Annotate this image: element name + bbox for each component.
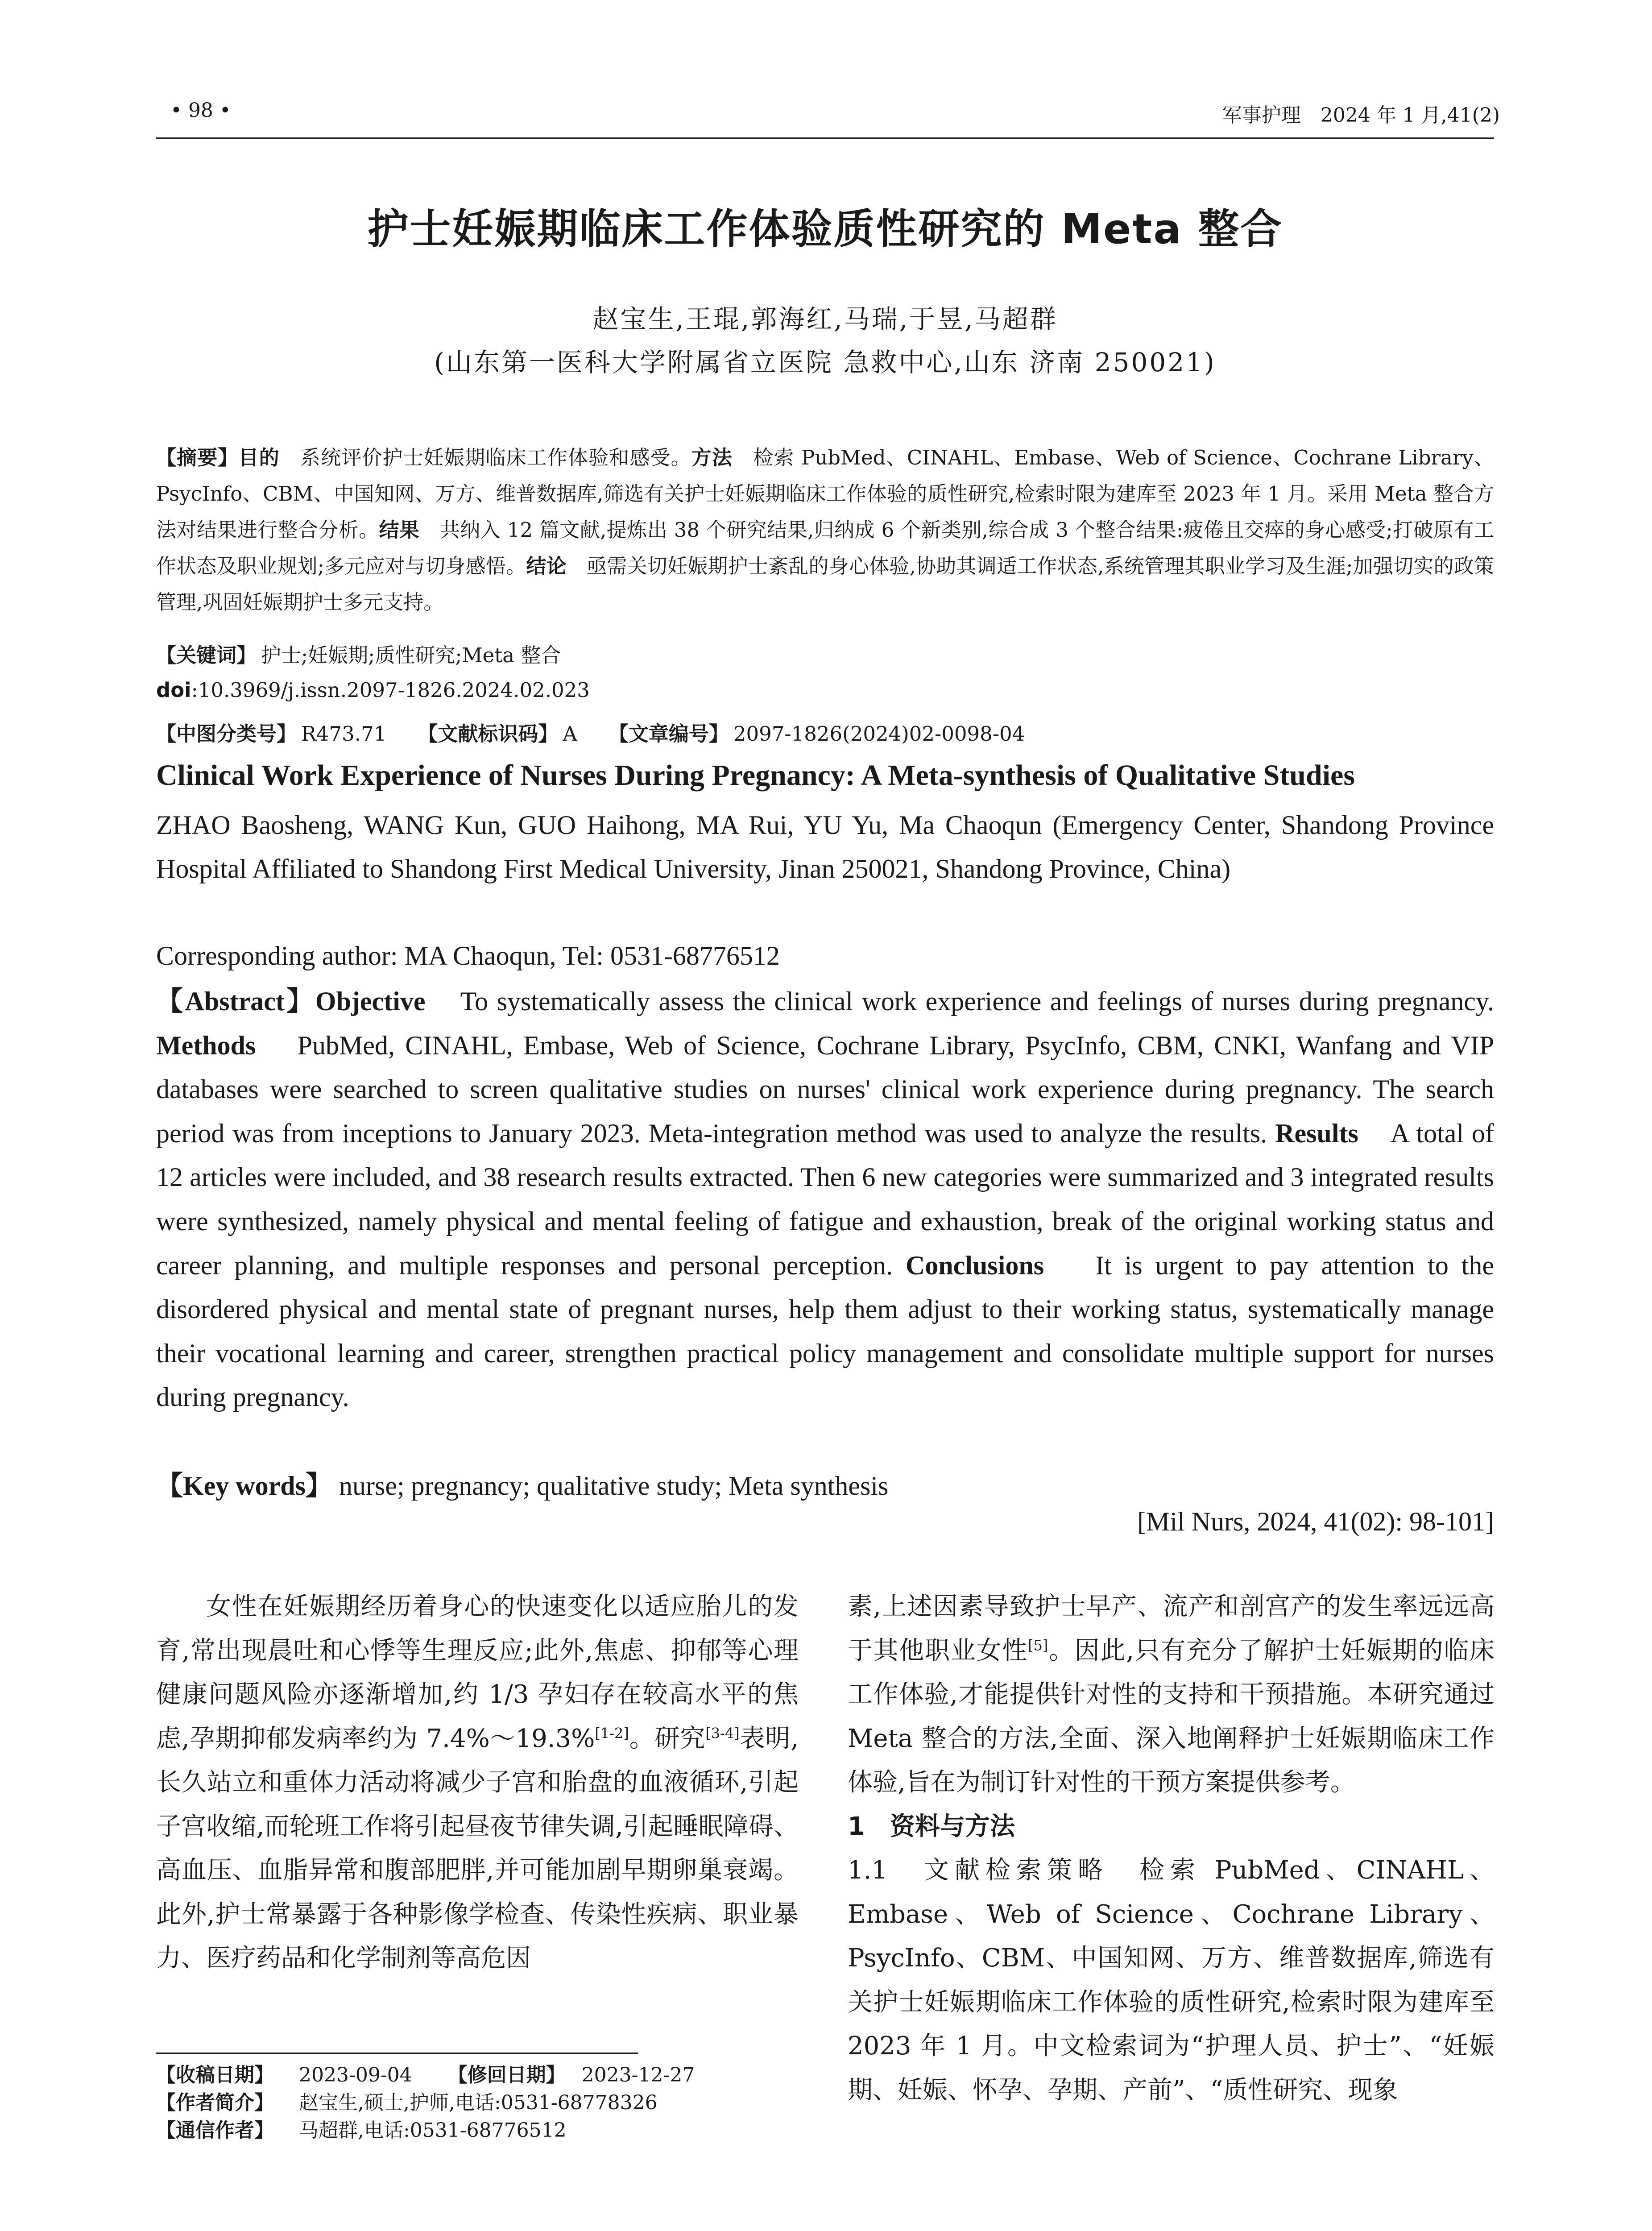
footnote-corresponding: 【通信作者】 马超群,电话:0531-68776512: [156, 2119, 567, 2142]
conclusion-text: 亟需关切妊娠期护士紊乱的身心体验,协助其调适工作状态,系统管理其职业学习及生涯;加强切实的政策管理,巩固妊娠期护士多元支持。: [156, 554, 1494, 614]
article-number-label: 【文章编号】: [608, 722, 729, 746]
section-heading-1: 1 资料与方法: [848, 1812, 1015, 1841]
methods-text: 检索 PubMed、CINAHL、Embase、Web of Science、Cochrane Library、PsycInfo、CBM、中国知网、万方、维普数据库,筛选有关护士妊娠期临床工作体验的质性研究,检索时限为建库至 2023 年 1 月。采用 Meta 整合方法对结果进行整合分析。: [156, 446, 1494, 542]
abstract-label: 【摘要】: [156, 446, 239, 469]
english-authors: ZHAO Baosheng, WANG Kun, GUO Haihong, MA Rui, YU Yu, Ma Chaoqun (Emergency Center, Shandong Province Hospital Affiliated to Shandong First Medical University, Jinan 250021, Shandong Province, China): [156, 810, 1494, 883]
objective-tag: 目的: [238, 446, 280, 469]
doi-label: doi: [156, 678, 191, 702]
page-number: • 98 •: [170, 99, 231, 122]
ref-1-2: [1-2]: [595, 1724, 629, 1742]
results-text: 共纳入 12 篇文献,提炼出 38 个研究结果,归纳成 6 个新类别,综合成 3 个整合结果:疲倦且交瘁的身心感受;打破原有工作状态及职业规划;多元应对与切身感悟。: [156, 518, 1494, 578]
article-title: 护士妊娠期临床工作体验质性研究的 Meta 整合: [367, 205, 1283, 253]
footnote-dates: 【收稿日期】 2023-09-04 【修回日期】 2023-12-27: [156, 2064, 695, 2086]
footnote: [156, 2061, 695, 2144]
keywords-value: 护士;妊娠期;质性研究;Meta 整合: [261, 643, 561, 667]
clc-value: R473.71: [301, 722, 387, 746]
doi-value: :10.3969/j.issn.2097-1826.2024.02.023: [191, 678, 590, 702]
affiliation: (山东第一医科大学附属省立医院 急救中心,山东 济南 250021): [434, 347, 1216, 377]
footnote-rule: [156, 2053, 638, 2054]
english-keywords: [156, 1464, 888, 1503]
subsection-1-1: 1.1 文献检索策略 检索 PubMed、CINAHL、Embase、Web of Science、Cochrane Library、PsycInfo、CBM、中国知网、万方、维普数据库,筛选有关护士妊娠期临床工作体验的质性研究,检索时限为建库至 2023 年 1 月。中文检索词为“护理人员、护士”、“妊娠期、妊娠、怀孕、孕期、产前”、“质性研究、现象: [848, 1856, 1495, 2105]
english-abstract: [156, 979, 1494, 1419]
header-rule: [156, 137, 1494, 139]
en-methods-tag: Methods: [156, 1030, 256, 1060]
objective-text: 系统评价护士妊娠期临床工作体验和感受。: [300, 446, 691, 469]
conclusion-tag: 结论: [526, 554, 567, 578]
en-methods-text: PubMed, CINAHL, Embase, Web of Science, Cochrane Library, PsycInfo, CBM, CNKI, Wanfang and VIP databases were searched to screen qualitative studies on nurses' clinical work experience during pregnancy. The search period was from inceptions to January 2023. Meta-integration method was used to analyze the results.: [156, 1030, 1495, 1148]
en-keywords-value: nurse; pregnancy; qualitative study; Meta synthesis: [339, 1471, 889, 1501]
en-keywords-label: 【Key words】: [156, 1471, 332, 1501]
english-title: Clinical Work Experience of Nurses During Pregnancy: A Meta-synthesis of Qualitative Studies: [156, 759, 1355, 792]
doc-code-value: A: [563, 722, 577, 746]
clc-label: 【中图分类号】: [156, 722, 297, 746]
chinese-abstract: [156, 440, 1494, 620]
en-results-text: A total of 12 articles were included, and 38 research results extracted. Then 6 new categories were summarized and 3 integrated results were synthesized, namely physical and mental feeling of fatigue and exhaustion, break of the original working status and career planning, and multiple responses and personal perception.: [156, 1118, 1495, 1280]
body-left-column: [156, 1585, 799, 1981]
journal-info: 军事护理 2024 年 1 月,41(2): [1222, 104, 1500, 127]
citation: [Mil Nurs, 2024, 41(02): 98-101]: [1137, 1507, 1494, 1536]
en-conclusions-text: It is urgent to pay attention to the disordered physical and mental state of pregnant nurses, help them adjust to their working status, systematically manage their vocational learning and career, strengthen practical policy management and consolidate multiple support for nurses during pregnancy.: [156, 1250, 1495, 1412]
authors: 赵宝生,王琨,郭海红,马瑞,于昱,马超群: [592, 304, 1058, 334]
en-abstract-label: 【Abstract】: [156, 987, 315, 1016]
corresponding-author: Corresponding author: MA Chaoqun, Tel: 0531-68776512: [156, 941, 780, 970]
subsection-title: 文献检索策略: [924, 1856, 1109, 1885]
en-objective-tag: Objective: [315, 987, 426, 1016]
intro-paragraph-continued: 素,上述因素导致护士早产、流产和剖宫产的发生率远远高于其他职业女性[5]。因此,只有充分了解护士妊娠期的临床工作体验,才能提供针对性的支持和干预措施。本研究通过 Meta 整合的方法,全面、深入地阐释护士妊娠期临床工作体验,旨在为制订针对性的干预方案提供参考。: [848, 1592, 1495, 1797]
ref-3-4: [3-4]: [705, 1724, 740, 1742]
keywords-line: [156, 639, 561, 668]
en-results-tag: Results: [1275, 1118, 1358, 1148]
results-tag: 结果: [379, 518, 420, 542]
en-conclusions-tag: Conclusions: [905, 1250, 1044, 1280]
doi-line: [156, 678, 590, 702]
body-right-column: [848, 1585, 1495, 2112]
en-objective-text: To systematically assess the clinical work experience and feelings of nurses during pregnancy.: [460, 987, 1494, 1016]
footnote-author: 【作者简介】 赵宝生,硕士,护师,电话:0531-68778326: [156, 2091, 658, 2114]
keywords-label: 【关键词】: [156, 643, 257, 667]
classification-line: [156, 717, 1025, 746]
article-number-value: 2097-1826(2024)02-0098-04: [733, 722, 1025, 746]
intro-paragraph: 女性在妊娠期经历着身心的快速变化以适应胎儿的发育,常出现晨吐和心悸等生理反应;此外,焦虑、抑郁等心理健康问题风险亦逐渐增加,约 1/3 孕妇存在较高水平的焦虑,孕期抑郁发病率约为 7.4%～19.3%[1-2]。研究[3-4]表明,长久站立和重体力活动将减少子宫和胎盘的血液循环,引起子宫收缩,而轮班工作将引起昼夜节律失调,引起睡眠障碍、高血压、血脂异常和腹部肥胖,并可能加剧早期卵巢衰竭。此外,护士常暴露于各种影像学检查、传染性疾病、职业暴力、医疗药品和化学制剂等高危因: [156, 1592, 799, 1973]
ref-5: [5]: [1028, 1636, 1048, 1654]
methods-tag: 方法: [691, 446, 733, 469]
doc-code-label: 【文献标识码】: [418, 722, 559, 746]
